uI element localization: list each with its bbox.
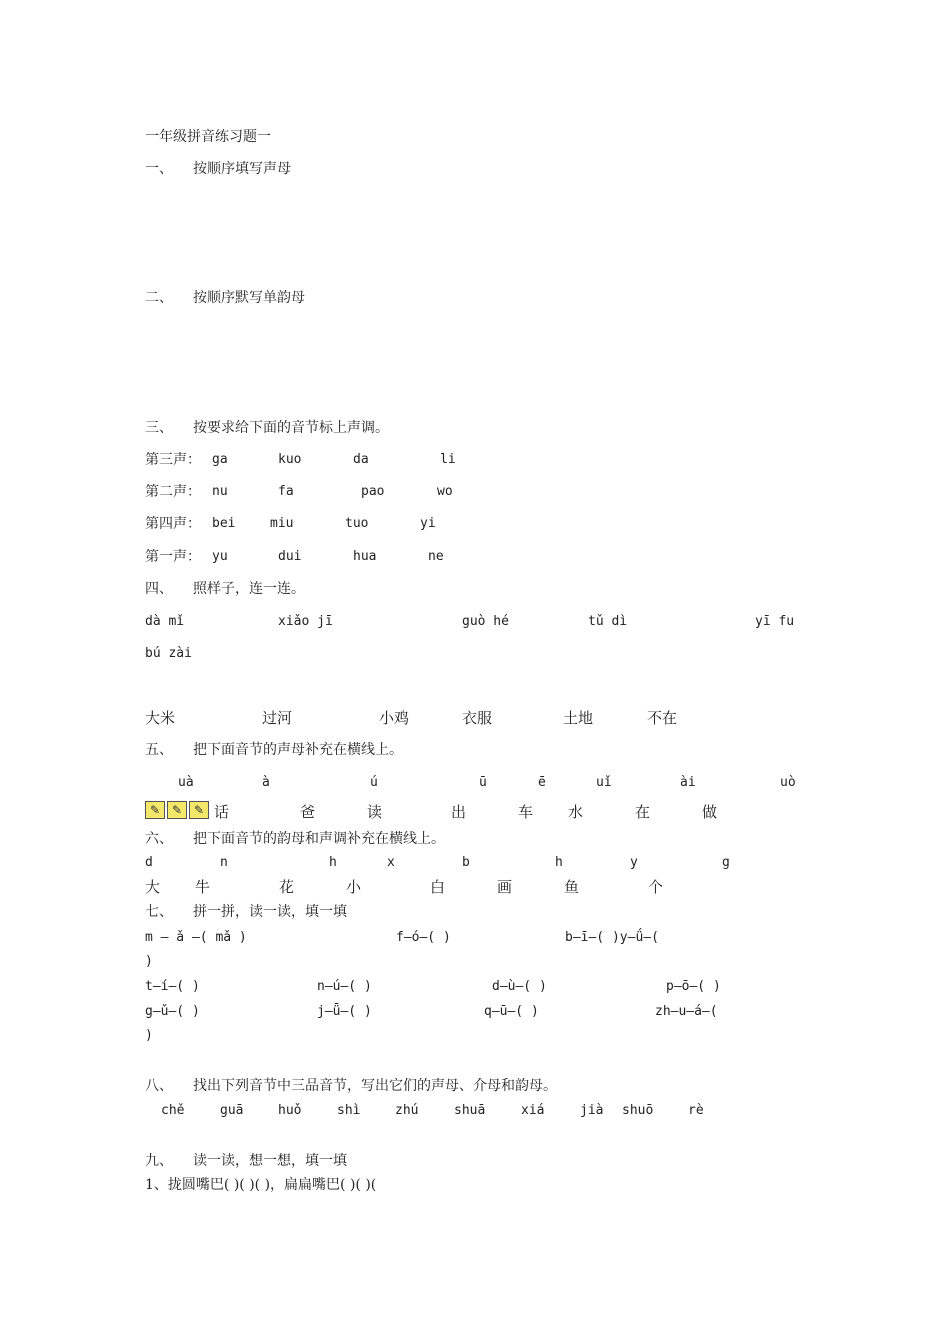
syllable: tuo (345, 516, 369, 531)
section-4-number: 四、 (145, 581, 173, 597)
initial-letter: b (462, 855, 470, 870)
syllable: kuo (278, 452, 302, 467)
match-word: 不在 (647, 709, 678, 727)
hanzi-char: 白 (430, 878, 446, 896)
section-7-heading (145, 902, 347, 922)
pinyin-word: tǔ dì (588, 614, 628, 629)
section-2-text: 按顺序默写单韵母 (193, 290, 305, 306)
syllable: rè (688, 1103, 704, 1118)
section-5-number: 五、 (145, 742, 173, 758)
final-syllable: uǐ (596, 775, 612, 790)
spelling-item: b—ī—( )y—ǘ—( (565, 930, 659, 945)
syllable: huǒ (278, 1103, 302, 1118)
spelling-item: t—í—( ) (145, 979, 200, 994)
initial-letter: x (387, 855, 395, 870)
spelling-item: g—ǔ—( ) (145, 1004, 200, 1019)
hanzi-char: 水 (568, 803, 584, 821)
section-8-heading (145, 1076, 557, 1096)
section-1-heading (145, 159, 291, 179)
tone-row-label: 第一声： (145, 549, 201, 565)
final-syllable: à (262, 775, 270, 790)
syllable: zhú (395, 1103, 419, 1118)
spelling-item: f—ó—( ) (396, 930, 451, 945)
tone-row-label: 第四声： (145, 516, 201, 532)
initial-letter: d (145, 855, 153, 870)
image-placeholder-group (145, 801, 211, 819)
spelling-item: p—ō—( ) (666, 979, 721, 994)
section-5-heading (145, 740, 403, 760)
pinyin-word: dà mǐ (145, 614, 185, 629)
syllable: dui (278, 549, 302, 564)
final-syllable: uà (178, 775, 194, 790)
hanzi-char: 牛 (195, 878, 211, 896)
hanzi-char: 出 (451, 803, 467, 821)
section-3-heading (145, 418, 389, 438)
final-syllable: ài (680, 775, 696, 790)
section-9-number: 九、 (145, 1153, 173, 1169)
initial-letter: n (220, 855, 228, 870)
syllable: chě (161, 1103, 185, 1118)
pinyin-word: guò hé (462, 614, 509, 629)
image-placeholder-icon: ✎ (145, 801, 165, 819)
match-word: 土地 (563, 709, 594, 727)
syllable: yi (420, 516, 436, 531)
final-syllable: uò (780, 775, 796, 790)
section-7-text: 拼一拼，读一读，填一填 (193, 904, 347, 920)
initial-letter: y (630, 855, 638, 870)
syllable: hua (353, 549, 377, 564)
hanzi-char: 大 (145, 878, 161, 896)
hanzi-char: 在 (635, 803, 651, 821)
tone-row-label: 第三声： (145, 452, 201, 468)
spelling-item: n—ú—( ) (317, 979, 372, 994)
hanzi-char: 做 (702, 803, 718, 821)
tone-row-label: 第二声： (145, 484, 201, 500)
section-9-text: 读一读，想一想，填一填 (193, 1153, 347, 1169)
hanzi-char: 话 (214, 803, 230, 821)
spelling-item: m — ǎ —( mǎ ) (145, 930, 247, 945)
hanzi-char: 鱼 (564, 878, 580, 896)
syllable: fa (278, 484, 294, 499)
section-8-number: 八、 (145, 1078, 173, 1094)
hanzi-char: 车 (518, 803, 534, 821)
hanzi-char: 爸 (300, 803, 316, 821)
section-2-heading (145, 288, 305, 308)
syllable: shì (337, 1103, 361, 1118)
syllable: shuō (622, 1103, 654, 1118)
spelling-item: zh—u—á—( (655, 1004, 718, 1019)
section-5-text: 把下面音节的声母补充在横线上。 (193, 742, 403, 758)
syllable: ne (428, 549, 444, 564)
hanzi-char: 画 (497, 878, 513, 896)
syllable: da (353, 452, 369, 467)
section-1-text: 按顺序填写声母 (193, 161, 291, 177)
final-syllable: ē (538, 775, 546, 790)
hanzi-char: 个 (648, 878, 664, 896)
image-placeholder-icon: ✎ (189, 801, 209, 819)
syllable: yu (212, 549, 228, 564)
section-7-number: 七、 (145, 904, 173, 920)
match-word: 大米 (145, 709, 176, 727)
syllable: shuā (454, 1103, 486, 1118)
hanzi-char: 花 (279, 878, 295, 896)
hanzi-char: 小 (346, 878, 362, 896)
section-4-heading (145, 579, 305, 599)
final-syllable: ú (370, 775, 378, 790)
spelling-item: j—ǖ—( ) (317, 1004, 372, 1019)
pinyin-word: xiǎo jī (278, 614, 333, 629)
section-6-number: 六、 (145, 831, 173, 847)
syllable: jià (580, 1103, 604, 1118)
image-placeholder-icon: ✎ (167, 801, 187, 819)
syllable: li (440, 452, 456, 467)
page-title: 一年级拼音练习题一 (145, 129, 271, 145)
syllable: xiá (521, 1103, 545, 1118)
syllable: wo (437, 484, 453, 499)
section-2-number: 二、 (145, 290, 173, 306)
section-9-heading (145, 1151, 347, 1171)
hanzi-char: 读 (367, 803, 383, 821)
spelling-item: d—ù—( ) (492, 979, 547, 994)
match-word: 小鸡 (379, 709, 410, 727)
section-6-text: 把下面音节的韵母和声调补充在横线上。 (193, 831, 445, 847)
syllable: guā (220, 1103, 244, 1118)
syllable: miu (270, 516, 294, 531)
fill-in-line: 1、拢圆嘴巴( )( )( )，扁扁嘴巴( )( )( (145, 1177, 377, 1193)
match-word: 衣服 (462, 709, 493, 727)
section-4-text: 照样子，连一连。 (193, 581, 305, 597)
section-6-heading (145, 829, 445, 849)
spelling-item-wrap: ) (145, 1028, 153, 1043)
section-3-text: 按要求给下面的音节标上声调。 (193, 420, 389, 436)
syllable: bei (212, 516, 236, 531)
pinyin-word: yī fu (755, 614, 795, 629)
section-1-number: 一、 (145, 161, 173, 177)
syllable: ga (212, 452, 228, 467)
spelling-item-wrap: ) (145, 954, 153, 969)
initial-letter: g (722, 855, 730, 870)
initial-letter: h (555, 855, 563, 870)
pinyin-word: bú zài (145, 646, 192, 661)
syllable: nu (212, 484, 228, 499)
match-word: 过河 (262, 709, 293, 727)
initial-letter: h (329, 855, 337, 870)
final-syllable: ū (479, 775, 487, 790)
section-8-text: 找出下列音节中三品音节，写出它们的声母、介母和韵母。 (193, 1078, 557, 1094)
syllable: pao (361, 484, 385, 499)
section-3-number: 三、 (145, 420, 173, 436)
spelling-item: q—ū—( ) (484, 1004, 539, 1019)
